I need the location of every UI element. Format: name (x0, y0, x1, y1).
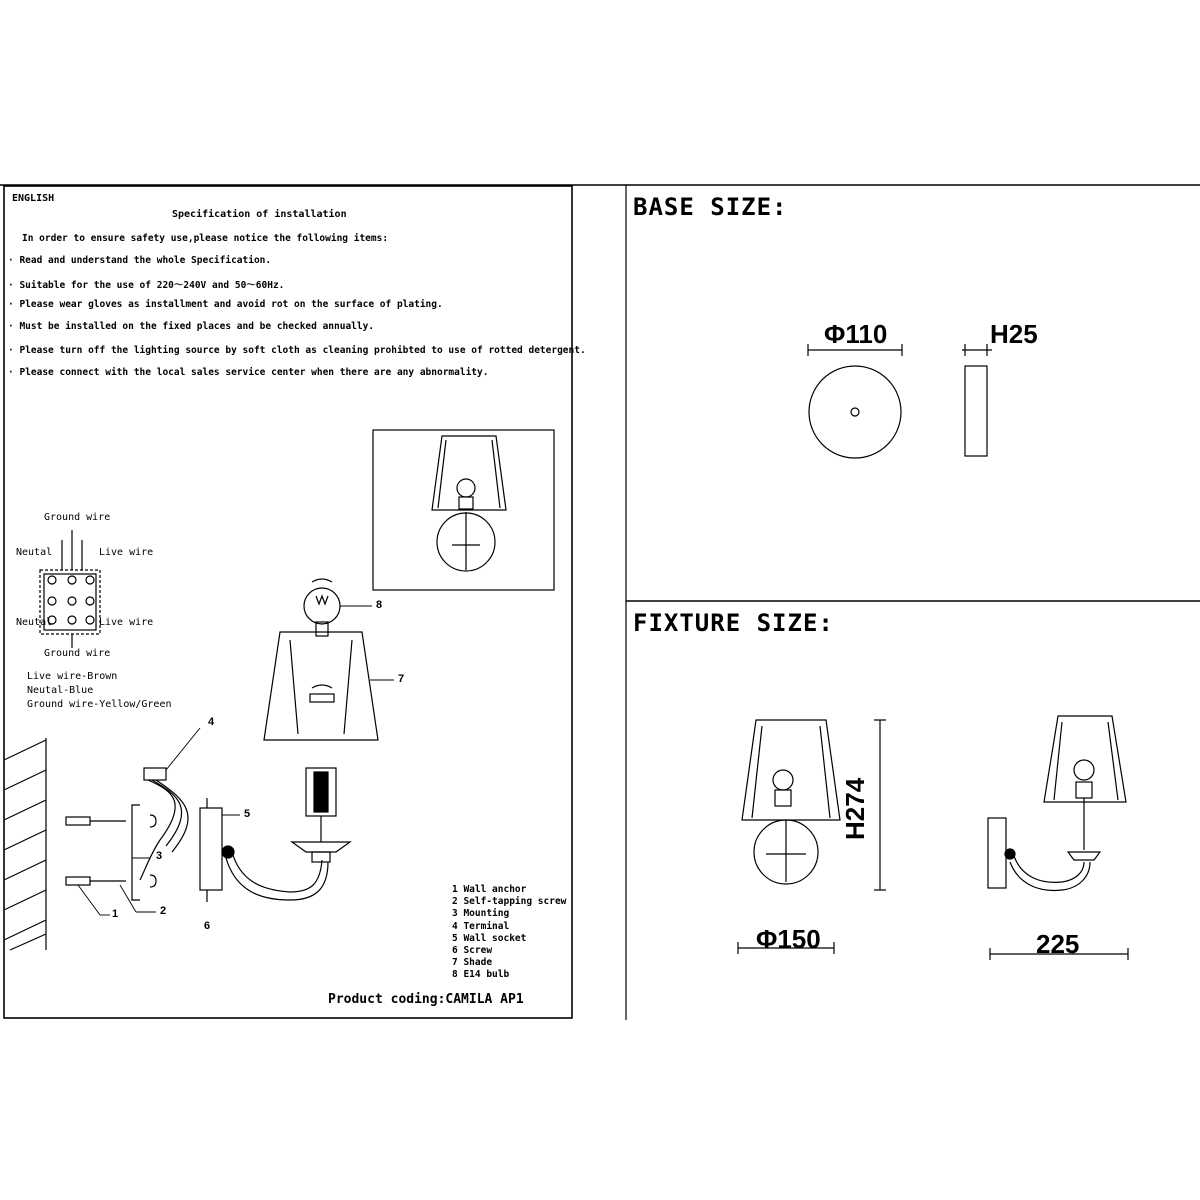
wall-hatch (4, 738, 46, 950)
ground-wire-label-top: Ground wire (44, 512, 111, 523)
callout-4: 4 (208, 716, 215, 728)
spec-intro: In order to ensure safety use,please notice the following items: (22, 233, 389, 244)
spec-item: · Please wear gloves as installment and avoid rot on the surface of plating. (8, 299, 443, 310)
callout-3: 3 (156, 850, 163, 862)
ground-wire-label-bottom: Ground wire (44, 648, 111, 659)
supply-wires (140, 768, 188, 880)
neutral-label-top: Neutal (16, 547, 53, 558)
spec-item: · Please connect with the local sales service center when there are any abnormality. (8, 367, 489, 378)
parts-list-item: 1 Wall anchor (452, 884, 527, 895)
spec-title: Specification of installation (172, 209, 347, 220)
spec-item: · Read and understand the whole Specification. (8, 255, 272, 266)
fixture-side-view (988, 716, 1128, 960)
callout-7: 7 (398, 673, 405, 685)
fixture-depth-label: 225 (1036, 929, 1080, 959)
callout-leaders (78, 606, 394, 915)
base-size-drawing (808, 344, 992, 458)
candle-holder-drawing (292, 768, 350, 862)
wall-anchors (66, 815, 156, 887)
wire-color-neutral: Neutal-Blue (27, 685, 94, 696)
callout-6: 6 (204, 920, 211, 932)
parts-list-item: 8 E14 bulb (452, 969, 510, 981)
spec-item: · Please turn off the lighting source by soft cloth as cleaning prohibted to use of rotted detergent. (8, 345, 586, 356)
base-diameter-label: Φ110 (824, 319, 888, 349)
spec-item: · Suitable for the use of 220～240V and 50～60Hz. (8, 280, 285, 291)
spec-item: · Must be installed on the fixed places and be checked annually. (8, 321, 375, 332)
parts-list-item: 2 Self-tapping screw (452, 896, 567, 908)
wire-color-live: Live wire-Brown (27, 671, 118, 682)
base-height-label: H25 (990, 319, 1038, 349)
shade-drawing (264, 632, 378, 740)
fixture-diameter-label: Φ150 (756, 924, 821, 954)
bulb-drawing (304, 579, 340, 636)
language-label: ENGLISH (12, 193, 55, 204)
callout-8: 8 (376, 599, 383, 611)
inset-lamp-drawing (432, 436, 506, 571)
mounting-bracket (132, 805, 140, 900)
parts-list (452, 884, 566, 982)
live-wire-label-top: Live wire (99, 547, 154, 558)
live-wire-label-bottom: Live wire (99, 617, 154, 628)
neutral-label-bottom: Neutal (16, 617, 53, 628)
wire-color-ground: Ground wire-Yellow/Green (27, 699, 172, 710)
parts-list-item: 3 Mounting (452, 908, 510, 920)
callout-5: 5 (244, 808, 251, 820)
parts-list-item: 4 Terminal (452, 920, 510, 932)
parts-list-item: 7 Shade (452, 957, 493, 969)
fixture-size-title: FIXTURE SIZE: (633, 609, 834, 637)
parts-list-item: 5 Wall socket (452, 932, 527, 944)
parts-list-item: 6 Screw (452, 945, 493, 957)
fixture-height-label: H274 (840, 777, 870, 840)
callout-1: 1 (112, 908, 119, 920)
base-size-title: BASE SIZE: (633, 193, 788, 221)
callout-2: 2 (160, 905, 167, 917)
wall-socket-drawing (200, 798, 328, 902)
product-coding: Product coding:CAMILA AP1 (328, 992, 524, 1007)
